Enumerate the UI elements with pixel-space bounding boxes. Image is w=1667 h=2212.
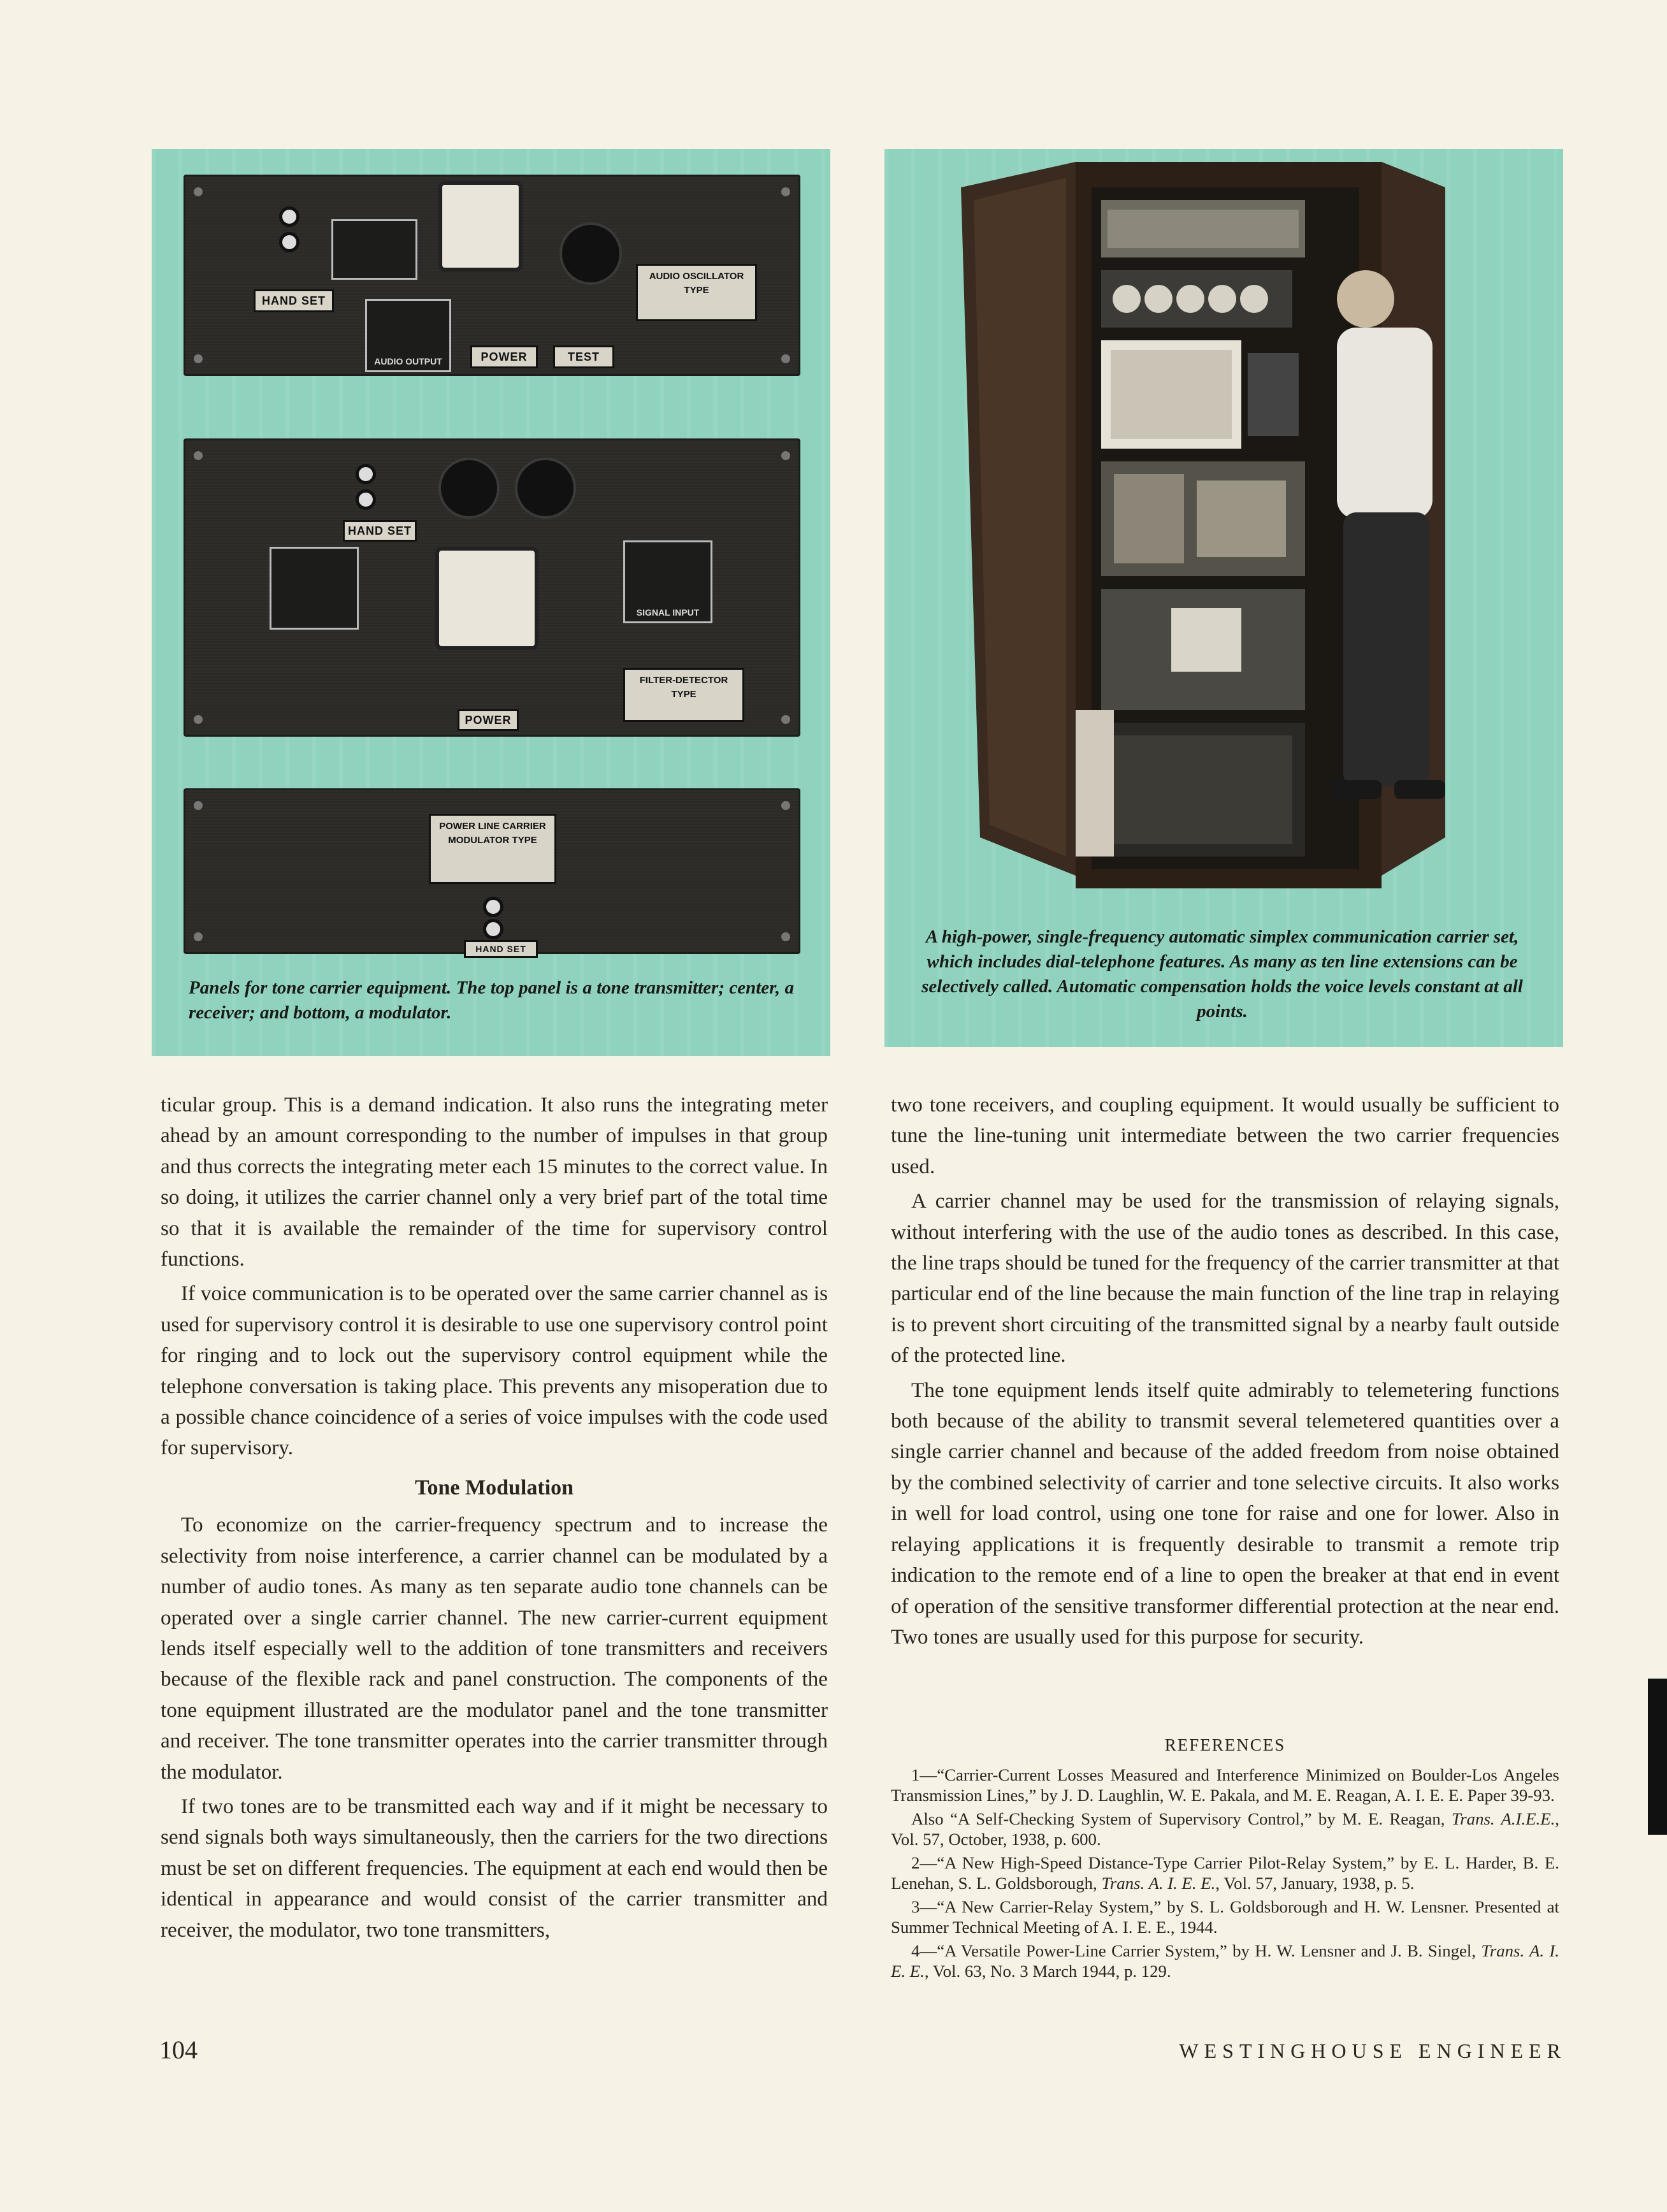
reference-item: 1—“Carrier-Current Losses Measured and Interference Minimized on Boulder-Los Angeles Transmission Lines,” by J. D. Laughlin, W. E. Pakala, and M. E. Reagan, A. I. E. E. Paper 39-93. (891, 1765, 1559, 1805)
references-section (891, 1735, 1559, 1984)
page-edge-tab (1648, 1679, 1667, 1835)
modulator-panel (184, 788, 800, 954)
reference-item: 2—“A New High-Speed Distance-Type Carrier Pilot-Relay System,” by E. L. Harder, B. E. Lenehan, S. L. Goldsborough, Trans. A. I. E. E., Vol. 57, January, 1938, p. 5. (891, 1853, 1559, 1893)
reference-item: 3—“A New Carrier-Relay System,” by S. L. Goldsborough and H. W. Lensner. Presented at Summer Technical Meeting of A. I. E. E., 1944. (891, 1897, 1559, 1937)
reference-item: Also “A Self-Checking System of Supervisory Control,” by M. E. Reagan, Trans. A.I.E.E., Vol. 57, October, 1938, p. 600. (891, 1809, 1559, 1849)
tuning-knob-right (515, 458, 576, 519)
receiver-panel (184, 438, 800, 737)
body-column-left (161, 1090, 828, 1946)
audio-oscillator-nameplate: AUDIO OSCILLATOR TYPE (636, 264, 757, 321)
right-figure-caption: A high-power, single-frequency automatic simplex communication carrier set, which includes dial-telephone features. As many as ten line extensions can be selectively called. Automatic compensation holds the voice levels constant at all points. (921, 927, 1523, 1022)
filter-detector-nameplate: FILTER-DETECTOR TYPE (623, 668, 744, 722)
body-paragraph: ticular group. This is a demand indication. It also runs the integrating meter ahead by an amount corresponding to the number of impulses in that group and thus corrects the integrating meter each 15 minutes to the correct value. In so doing, it utilizes the carrier channel only a very brief part of the total time so that it is available the remainder of the time for supervisory control functions. (161, 1093, 828, 1271)
receiver-meter (435, 547, 538, 650)
test-label: TEST (553, 345, 614, 368)
figure-carrier-set (884, 149, 1563, 1047)
panel-meter (438, 181, 523, 271)
body-paragraph: The tone equipment lends itself quite admirably to telemetering functions both because of the ability to transmit several telemetered quantities over a single carrier channel and because of the added freedom from noise obtained by the combined selectivity of carrier and tone selective circuits. It also works in well for load control, using one tone for raise and one for lower. Also in relaying applications it is frequently desirable to transmit a remote trip indication to the remote end of a line to open the breaker at that end in event of operation of the sensitive transformer differential protection at the near end. Two tones are usually used for this purpose for security. (891, 1378, 1559, 1649)
audio-output-dial: AUDIO OUTPUT (365, 299, 451, 372)
frequency-selector-dial (331, 219, 417, 280)
tuning-knob-left (438, 458, 500, 519)
carrier-cabinet-illustration (884, 149, 1563, 901)
journal-name: WESTINGHOUSE ENGINEER (1179, 2039, 1566, 2062)
body-paragraph: If two tones are to be transmitted each way and if it might be necessary to send signals both ways simultaneously, then the carriers for the two directions must be set on different frequencies. The equipment at each end would then be identical in appearance and would consist of the carrier transmitter and receiver, the modulator, two tone transmitters, (161, 1794, 828, 1942)
references-title: REFERENCES (1164, 1735, 1286, 1754)
body-paragraph: two tone receivers, and coupling equipment. It would usually be sufficient to tune the line-tuning unit intermediate between the two carrier frequencies used. (891, 1093, 1559, 1178)
figure-tone-panels (152, 149, 830, 1056)
power-label: POWER (470, 345, 538, 368)
body-paragraph: If voice communication is to be operated over the same carrier channel as is used for supervisory control it is desirable to use one supervisory control point for ringing and to lock out the supervisory control equipment while the telephone conversation is taking place. This prevents any misoperation due to a possible chance coincidence of a series of voice impulses with the code used for supervisory. (161, 1282, 828, 1460)
page-number: 104 (159, 2035, 198, 2064)
tone-transmitter-panel (184, 175, 800, 376)
section-heading: Tone Modulation (414, 1475, 574, 1500)
left-figure-caption: Panels for tone carrier equipment. The top panel is a tone transmitter; center, a receiver; and bottom, a modulator. (189, 978, 794, 1023)
hand-set-label: HAND SET (254, 289, 334, 312)
reference-item: 4—“A Versatile Power-Line Carrier System,” by H. W. Lensner and J. B. Singel, Trans. A. I. E. E., Vol. 63, No. 3 March 1944, p. 129. (891, 1941, 1559, 1981)
body-paragraph: A carrier channel may be used for the transmission of relaying signals, without interfering with the use of the audio tones as described. In this case, the line traps should be tuned for the frequency of the carrier transmitter at that particular end of the line because the main function of the line trap in relaying is to prevent short circuiting of the transmitted signal by a nearby fault outside of the protected line. (891, 1189, 1559, 1368)
control-knob (559, 222, 622, 285)
hand-set-label-modulator: HAND SET (464, 940, 538, 958)
body-paragraph: To economize on the carrier-frequency spectrum and to increase the selectivity from noise interference, a carrier channel can be modulated by a number of audio tones. As many as ten separate audio tone channels can be operated over a single carrier channel. The new carrier-current equipment lends itself especially well to the addition of tone transmitters and receivers because of the flexible rack and panel construction. The components of the tone equipment illustrated are the modulator panel and the tone transmitter and receiver. The tone transmitter operates into the carrier transmitter through the modulator. (161, 1513, 828, 1784)
power-line-carrier-nameplate: POWER LINE CARRIER MODULATOR TYPE (429, 814, 556, 884)
signal-input-dial: SIGNAL INPUT (623, 540, 712, 623)
body-column-right (891, 1090, 1559, 1652)
selector-dial (270, 547, 359, 630)
power-label-receiver: POWER (458, 709, 519, 731)
hand-set-label-receiver: HAND SET (343, 520, 417, 542)
